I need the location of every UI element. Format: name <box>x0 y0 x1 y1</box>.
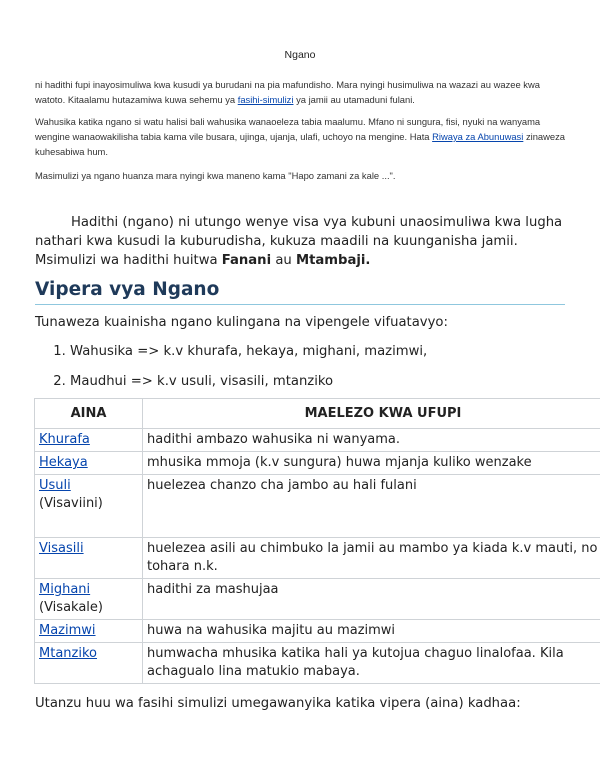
aina-cell <box>35 452 143 475</box>
table-header-maelezo: MAELEZO KWA UFUPI <box>143 399 600 429</box>
table-row <box>35 429 600 452</box>
link-visasili[interactable]: Visasili <box>39 541 84 556</box>
aina-table <box>34 398 600 684</box>
maelezo-cell: humwacha mhusika katika hali ya kutojua chaguo linalofaa. Kila achagualo lina matukio mabaya. <box>143 643 600 684</box>
maelezo-cell: mhusika mmoja (k.v sungura) huwa mjanja kuliko wenzake <box>143 452 600 475</box>
criteria-list <box>35 342 427 402</box>
maelezo-cell: hadithi za mashujaa <box>143 579 600 620</box>
intro-connector: au <box>275 253 292 268</box>
link-mighani[interactable]: Mighani <box>39 582 91 597</box>
table-row <box>35 579 600 620</box>
header-paragraph-1-text: ni hadithi fupi inayosimuliwa kwa kusudi ya burudani na pia mafundisho. Mara nyingi husimuliwa na wazazi au wazee kwa watoto. Kitaalamu hutazamiwa kuwa sehemu ya <box>35 79 540 105</box>
link-fasihi-simulizi[interactable]: fasihi-simulizi <box>237 94 294 105</box>
maelezo-cell: huwa na wahusika majitu au mazimwi <box>143 620 600 643</box>
lead-text: Tunaweza kuainisha ngano kulingana na vipengele vifuatavyo: <box>35 315 448 330</box>
link-usuli[interactable]: Usuli <box>39 478 71 493</box>
header-paragraph-3: Masimulizi ya ngano huanza mara nyingi kwa maneno kama "Hapo zamani za kale ...". <box>35 170 396 181</box>
table-header-row <box>35 399 600 429</box>
section-heading: Vipera vya Ngano <box>35 279 565 305</box>
table-header-aina: AINA <box>35 399 143 429</box>
intro-term-mtambaji: Mtambaji. <box>295 253 371 268</box>
link-riwaya-za-abunuwasi[interactable]: Riwaya za Abunuwasi <box>432 131 524 142</box>
table-row <box>35 643 600 684</box>
maelezo-cell: huelezea asili au chimbuko la jamii au mambo ya kiada k.v mauti, no tohara n.k. <box>143 538 600 579</box>
table-row <box>35 538 600 579</box>
link-mtanziko[interactable]: Mtanziko <box>39 646 97 661</box>
closing-text: Utanzu huu wa fasihi simulizi umegawanyika katika vipera (aina) kadhaa: <box>35 696 521 711</box>
aina-cell <box>35 538 143 579</box>
header-paragraph-1-tail: ya jamii au utamaduni fulani. <box>296 94 415 105</box>
aina-alt-name: (Visakale) <box>39 600 103 615</box>
header-paragraph-2-tail: zinaweza kuhesabiwa hum. <box>35 131 566 157</box>
aina-alt-name: (Visaviini) <box>39 496 103 511</box>
intro-paragraph <box>35 213 575 270</box>
table-row <box>35 452 600 475</box>
table-row <box>35 475 600 538</box>
intro-term-fanani: Fanani <box>221 253 272 268</box>
aina-cell <box>35 643 143 684</box>
aina-cell <box>35 579 143 620</box>
criteria-item: 2. Maudhui => k.v usuli, visasili, mtanziko <box>70 372 427 391</box>
header-paragraph-2-text: Wahusika katika ngano si watu halisi bali wahusika wanaoeleza tabia maalumu. Mfano ni sungura, fisi, nyuki na wanyama wengine wanaowakilisha tabia kama vile busara, ujinga, ujanja, ulafi, uchoyo na mengine. Hata <box>35 116 541 142</box>
aina-cell <box>35 429 143 452</box>
aina-cell <box>35 620 143 643</box>
page-title: Ngano <box>284 49 316 61</box>
aina-cell <box>35 475 143 538</box>
header-paragraph-2 <box>35 114 570 159</box>
link-hekaya[interactable]: Hekaya <box>39 455 88 470</box>
link-khurafa[interactable]: Khurafa <box>39 432 90 447</box>
criteria-item: 1. Wahusika => k.v khurafa, hekaya, mighani, mazimwi, <box>70 342 427 361</box>
intro-text: Hadithi (ngano) ni utungo wenye visa vya kubuni unaosimuliwa kwa lugha nathari kwa kusudi la kuburudisha, kukuza maadili na kuunganisha jamii. Msimulizi wa hadithi huitwa <box>35 215 563 268</box>
header-paragraph-1 <box>35 77 570 107</box>
link-mazimwi[interactable]: Mazimwi <box>39 623 96 638</box>
maelezo-cell: hadithi ambazo wahusika ni wanyama. <box>143 429 600 452</box>
maelezo-cell: huelezea chanzo cha jambo au hali fulani <box>143 475 600 538</box>
table-row <box>35 620 600 643</box>
